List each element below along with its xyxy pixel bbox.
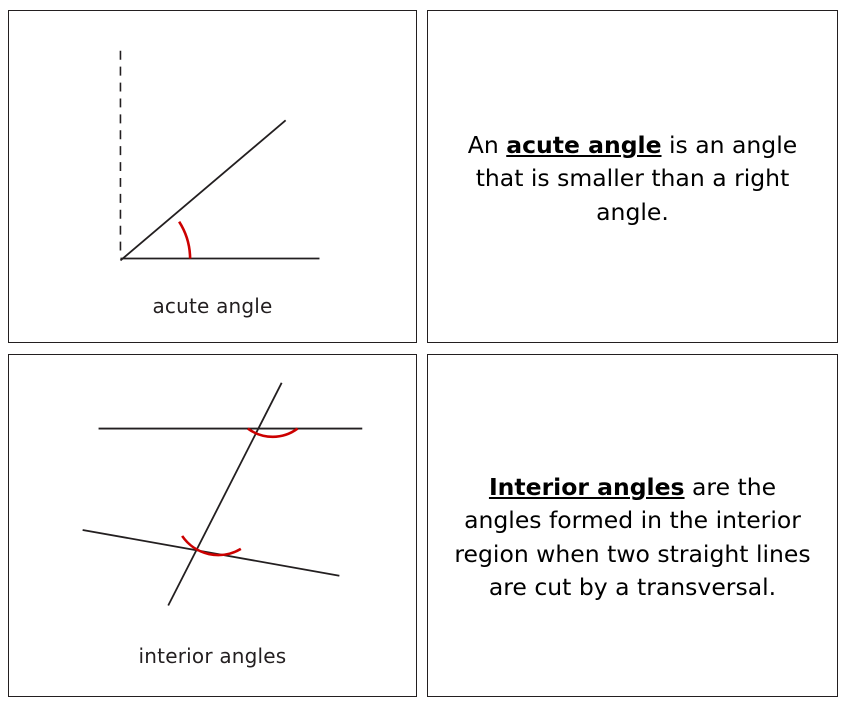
interior-angles-caption: interior angles (138, 644, 287, 668)
acute-angle-definition-text (454, 129, 811, 229)
interior-angles-definition-card (427, 354, 838, 697)
lower-straight-line (83, 530, 340, 576)
acute-definition-suffix: is an angle that is smaller than a right angle. (475, 131, 798, 226)
interior-angles-term: Interior angles (488, 473, 685, 501)
acute-angle-definition-card (427, 10, 838, 343)
transversal-line (168, 383, 281, 606)
acute-angle-figure-card (8, 10, 417, 343)
interior-definition-suffix: are the angles formed in the interior region when two straight lines are cut by a transversal. (454, 473, 811, 602)
acute-angle-term: acute angle (506, 131, 662, 159)
acute-angle-diagram (9, 11, 416, 342)
slanted-ray (120, 120, 285, 260)
acute-angle-arc (179, 222, 190, 259)
interior-angles-figure-card (8, 354, 417, 697)
interior-angles-definition-text (454, 471, 811, 604)
acute-angle-caption: acute angle (152, 294, 273, 318)
acute-definition-prefix: An (467, 131, 507, 159)
